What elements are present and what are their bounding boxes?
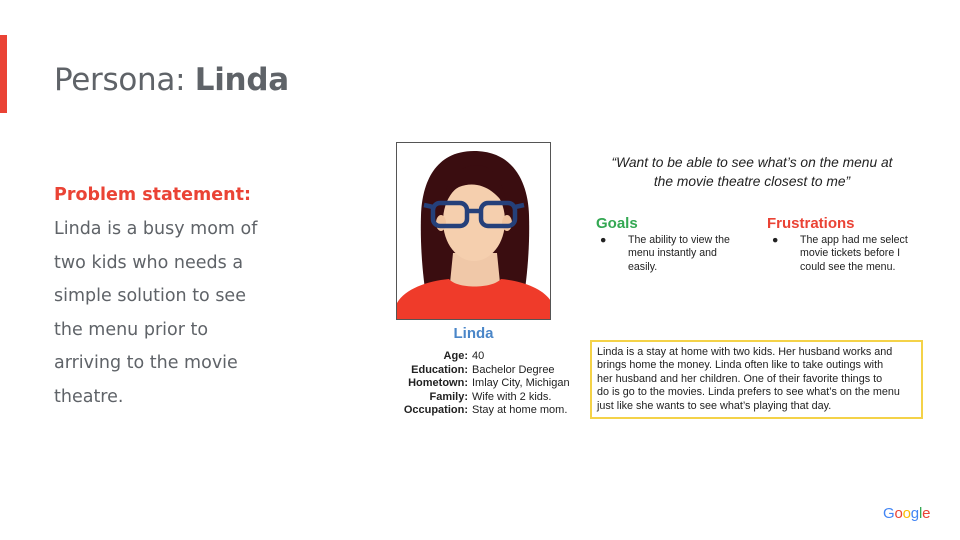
detail-label: Hometown: xyxy=(408,377,468,390)
logo-letter: e xyxy=(922,505,931,522)
frustrations-line: could see the menu. xyxy=(800,260,896,273)
goals-heading: Goals xyxy=(596,215,638,232)
detail-education xyxy=(380,364,570,378)
problem-line: the menu prior to xyxy=(54,319,209,340)
detail-occupation xyxy=(380,404,570,418)
logo-letter: o xyxy=(902,505,911,522)
problem-line: theatre. xyxy=(54,386,124,407)
problem-statement-heading: Problem statement: xyxy=(54,185,251,205)
problem-line: two kids who needs a xyxy=(54,252,244,273)
persona-bio xyxy=(590,340,923,419)
bullet-dot: ● xyxy=(600,234,607,246)
title-name: Linda xyxy=(194,62,289,98)
detail-age xyxy=(380,350,570,364)
logo-letter: l xyxy=(918,505,923,522)
bullet-dot: ● xyxy=(772,234,779,246)
frustrations-heading: Frustrations xyxy=(767,215,855,232)
detail-value: Imlay City, Michigan xyxy=(472,377,570,390)
detail-hometown xyxy=(380,377,570,391)
detail-label: Family: xyxy=(429,390,468,403)
page-title xyxy=(54,62,289,98)
persona-avatar-illustration xyxy=(397,143,551,320)
quote-line: the movie theatre closest to me” xyxy=(653,174,851,189)
persona-details xyxy=(380,350,570,418)
frustrations-line: movie tickets before I xyxy=(800,247,901,260)
problem-line: simple solution to see xyxy=(54,286,246,306)
quote-line: “Want to be able to see what’s on the menu at xyxy=(611,155,893,170)
frustrations-line: The app had me select xyxy=(800,234,908,246)
bio-line: her husband and her children. One of their favorite things to xyxy=(597,372,883,385)
logo-letter: G xyxy=(883,505,895,522)
detail-value: Bachelor Degree xyxy=(472,363,555,376)
logo-letter: g xyxy=(910,505,919,522)
problem-statement-body xyxy=(54,213,294,414)
goals-line: The ability to view the xyxy=(628,234,730,246)
problem-line: arriving to the movie xyxy=(54,353,238,373)
bio-line: just like she wants to see what’s playing that day. xyxy=(597,399,832,412)
detail-label: Education: xyxy=(411,363,468,376)
bio-line: do is go to the movies. Linda prefers to see what’s on the menu xyxy=(597,386,900,399)
goals-line: menu instantly and xyxy=(628,247,717,260)
goals-line: easily. xyxy=(628,260,658,273)
persona-name: Linda xyxy=(453,325,494,342)
title-prefix: Persona: xyxy=(54,62,195,98)
accent-bar xyxy=(0,35,7,113)
persona-avatar xyxy=(396,142,551,320)
goals-text xyxy=(628,234,730,274)
persona-quote xyxy=(592,153,912,191)
logo-letter: o xyxy=(894,505,903,522)
problem-line: Linda is a busy mom of xyxy=(54,219,258,239)
google-logo xyxy=(883,505,930,522)
detail-value: Stay at home mom. xyxy=(472,404,568,417)
bio-line: brings home the money. Linda often like to take outings with xyxy=(597,359,884,372)
bio-line: Linda is a stay at home with two kids. Her husband works and xyxy=(597,346,893,358)
detail-value: Wife with 2 kids. xyxy=(472,390,552,403)
detail-value: 40 xyxy=(472,350,485,362)
detail-label: Age: xyxy=(443,350,468,362)
frustrations-text xyxy=(800,234,908,274)
detail-label: Occupation: xyxy=(403,404,468,417)
detail-family xyxy=(380,391,570,405)
